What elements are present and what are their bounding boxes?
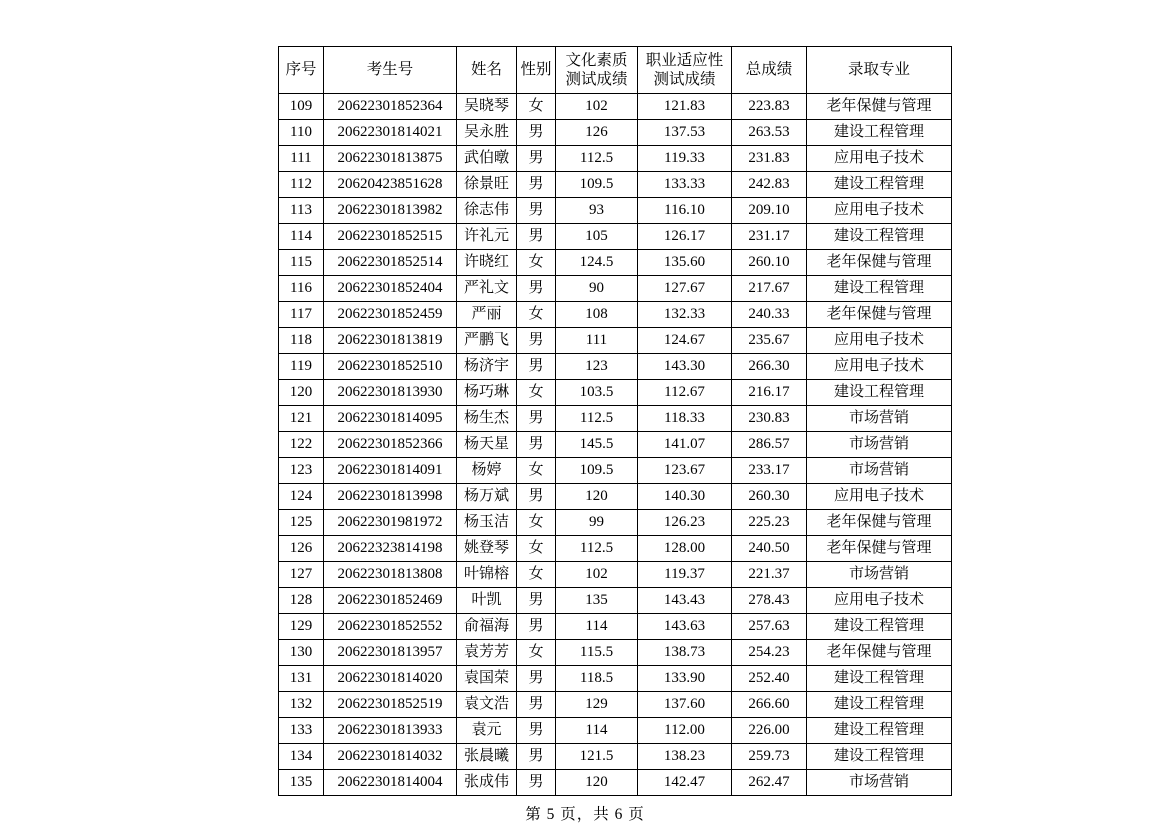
cell-sex: 女 [517,302,556,328]
cell-index: 116 [279,276,324,302]
column-header-major: 录取专业 [807,47,952,94]
cell-sex: 男 [517,666,556,692]
cell-major: 建设工程管理 [807,666,952,692]
cell-culture-score: 120 [556,770,638,796]
cell-vocational-score: 142.47 [638,770,732,796]
cell-vocational-score: 112.00 [638,718,732,744]
cell-total-score: 260.10 [732,250,807,276]
cell-name: 武伯暾 [457,146,517,172]
cell-vocational-score: 140.30 [638,484,732,510]
cell-index: 129 [279,614,324,640]
cell-name: 吴晓琴 [457,94,517,120]
cell-sex: 女 [517,250,556,276]
cell-index: 115 [279,250,324,276]
cell-culture-score: 103.5 [556,380,638,406]
cell-major: 市场营销 [807,458,952,484]
table-row [279,120,952,146]
cell-index: 114 [279,224,324,250]
column-header-culture-line1: 文化素质 [565,51,628,69]
table-header [279,47,952,94]
cell-vocational-score: 133.33 [638,172,732,198]
cell-index: 118 [279,328,324,354]
cell-index: 112 [279,172,324,198]
table-row [279,198,952,224]
cell-vocational-score: 112.67 [638,380,732,406]
cell-culture-score: 115.5 [556,640,638,666]
cell-sex: 男 [517,744,556,770]
column-header-vocational-line2: 测试成绩 [653,71,716,88]
cell-culture-score: 112.5 [556,146,638,172]
cell-culture-score: 102 [556,562,638,588]
cell-culture-score: 108 [556,302,638,328]
cell-exam-no: 20622301852404 [324,276,457,302]
cell-index: 125 [279,510,324,536]
cell-exam-no: 20622301852510 [324,354,457,380]
cell-sex: 男 [517,354,556,380]
cell-exam-no: 20622301814020 [324,666,457,692]
cell-name: 杨婷 [457,458,517,484]
cell-exam-no: 20622301852366 [324,432,457,458]
cell-name: 姚登琴 [457,536,517,562]
cell-name: 袁文浩 [457,692,517,718]
cell-name: 杨生杰 [457,406,517,432]
column-header-sex: 性别 [517,47,556,94]
table-row [279,224,952,250]
cell-vocational-score: 126.23 [638,510,732,536]
column-header-index: 序号 [279,47,324,94]
cell-total-score: 230.83 [732,406,807,432]
cell-name: 张晨曦 [457,744,517,770]
cell-index: 117 [279,302,324,328]
table-row [279,172,952,198]
cell-index: 109 [279,94,324,120]
cell-vocational-score: 133.90 [638,666,732,692]
cell-major: 老年保健与管理 [807,302,952,328]
cell-vocational-score: 137.60 [638,692,732,718]
cell-sex: 男 [517,120,556,146]
cell-sex: 女 [517,510,556,536]
cell-name: 徐志伟 [457,198,517,224]
cell-sex: 女 [517,562,556,588]
cell-major: 建设工程管理 [807,718,952,744]
cell-exam-no: 20622301852514 [324,250,457,276]
cell-name: 俞福海 [457,614,517,640]
cell-major: 应用电子技术 [807,484,952,510]
cell-total-score: 259.73 [732,744,807,770]
cell-index: 122 [279,432,324,458]
cell-culture-score: 114 [556,718,638,744]
cell-exam-no: 20622301813875 [324,146,457,172]
cell-sex: 女 [517,640,556,666]
table-row [279,614,952,640]
cell-culture-score: 126 [556,120,638,146]
cell-major: 市场营销 [807,406,952,432]
cell-major: 建设工程管理 [807,380,952,406]
table-body [279,94,952,796]
cell-index: 120 [279,380,324,406]
cell-major: 应用电子技术 [807,354,952,380]
table-row [279,276,952,302]
cell-exam-no: 20622301981972 [324,510,457,536]
cell-exam-no: 20622301814021 [324,120,457,146]
table-row [279,354,952,380]
cell-culture-score: 111 [556,328,638,354]
cell-culture-score: 109.5 [556,172,638,198]
cell-total-score: 278.43 [732,588,807,614]
table-row [279,718,952,744]
cell-major: 老年保健与管理 [807,94,952,120]
cell-culture-score: 124.5 [556,250,638,276]
cell-exam-no: 20622301813819 [324,328,457,354]
cell-total-score: 226.00 [732,718,807,744]
cell-name: 叶凯 [457,588,517,614]
cell-major: 建设工程管理 [807,614,952,640]
cell-vocational-score: 121.83 [638,94,732,120]
cell-vocational-score: 119.33 [638,146,732,172]
cell-vocational-score: 119.37 [638,562,732,588]
cell-major: 建设工程管理 [807,120,952,146]
cell-total-score: 257.63 [732,614,807,640]
cell-total-score: 242.83 [732,172,807,198]
column-header-vocational-line1: 职业适应性 [645,51,724,69]
cell-vocational-score: 143.43 [638,588,732,614]
cell-total-score: 240.50 [732,536,807,562]
cell-total-score: 233.17 [732,458,807,484]
cell-major: 应用电子技术 [807,588,952,614]
cell-sex: 男 [517,224,556,250]
table-row [279,302,952,328]
cell-vocational-score: 123.67 [638,458,732,484]
table-row [279,536,952,562]
cell-total-score: 231.83 [732,146,807,172]
cell-exam-no: 20622301813998 [324,484,457,510]
cell-name: 杨巧琳 [457,380,517,406]
table-row [279,744,952,770]
cell-total-score: 260.30 [732,484,807,510]
table-row [279,432,952,458]
cell-name: 叶锦榕 [457,562,517,588]
cell-vocational-score: 141.07 [638,432,732,458]
column-header-exam-no: 考生号 [324,47,457,94]
cell-major: 市场营销 [807,432,952,458]
cell-sex: 男 [517,484,556,510]
page-footer [0,802,1170,824]
cell-vocational-score: 127.67 [638,276,732,302]
cell-sex: 男 [517,614,556,640]
cell-sex: 女 [517,458,556,484]
cell-major: 市场营销 [807,562,952,588]
cell-index: 110 [279,120,324,146]
table-row [279,380,952,406]
table-row [279,640,952,666]
cell-total-score: 266.30 [732,354,807,380]
cell-total-score: 263.53 [732,120,807,146]
cell-exam-no: 20622301813957 [324,640,457,666]
cell-sex: 男 [517,276,556,302]
cell-index: 111 [279,146,324,172]
table-row [279,250,952,276]
cell-vocational-score: 143.63 [638,614,732,640]
cell-culture-score: 93 [556,198,638,224]
cell-culture-score: 112.5 [556,536,638,562]
column-header-vocational-score [638,47,732,94]
cell-exam-no: 20620423851628 [324,172,457,198]
cell-sex: 男 [517,172,556,198]
cell-sex: 男 [517,692,556,718]
cell-exam-no: 20622301852519 [324,692,457,718]
cell-vocational-score: 132.33 [638,302,732,328]
table-row [279,692,952,718]
cell-exam-no: 20622323814198 [324,536,457,562]
cell-name: 张成伟 [457,770,517,796]
cell-major: 建设工程管理 [807,744,952,770]
cell-sex: 男 [517,146,556,172]
cell-total-score: 225.23 [732,510,807,536]
cell-culture-score: 129 [556,692,638,718]
cell-name: 严鹏飞 [457,328,517,354]
cell-sex: 女 [517,380,556,406]
cell-culture-score: 105 [556,224,638,250]
cell-name: 吴永胜 [457,120,517,146]
cell-total-score: 235.67 [732,328,807,354]
cell-total-score: 216.17 [732,380,807,406]
table-row [279,406,952,432]
cell-major: 建设工程管理 [807,224,952,250]
cell-name: 杨天星 [457,432,517,458]
cell-total-score: 221.37 [732,562,807,588]
cell-total-score: 262.47 [732,770,807,796]
cell-vocational-score: 128.00 [638,536,732,562]
cell-major: 老年保健与管理 [807,510,952,536]
cell-index: 127 [279,562,324,588]
cell-vocational-score: 124.67 [638,328,732,354]
cell-exam-no: 20622301813982 [324,198,457,224]
cell-sex: 男 [517,770,556,796]
cell-index: 130 [279,640,324,666]
cell-sex: 男 [517,718,556,744]
cell-major: 应用电子技术 [807,328,952,354]
cell-culture-score: 123 [556,354,638,380]
cell-total-score: 252.40 [732,666,807,692]
cell-exam-no: 20622301852364 [324,94,457,120]
cell-vocational-score: 116.10 [638,198,732,224]
page-number-label: 第 5 页，共 6 页 [525,806,645,823]
table-row [279,666,952,692]
cell-index: 126 [279,536,324,562]
table-row [279,94,952,120]
cell-culture-score: 109.5 [556,458,638,484]
cell-name: 许礼元 [457,224,517,250]
score-table-container [278,46,952,796]
cell-major: 建设工程管理 [807,172,952,198]
table-row [279,770,952,796]
cell-name: 杨玉洁 [457,510,517,536]
cell-name: 袁芳芳 [457,640,517,666]
cell-vocational-score: 118.33 [638,406,732,432]
cell-total-score: 266.60 [732,692,807,718]
cell-culture-score: 90 [556,276,638,302]
cell-sex: 男 [517,588,556,614]
cell-name: 袁国荣 [457,666,517,692]
cell-major: 建设工程管理 [807,276,952,302]
table-row [279,328,952,354]
column-header-total: 总成绩 [732,47,807,94]
cell-index: 121 [279,406,324,432]
cell-culture-score: 145.5 [556,432,638,458]
cell-total-score: 217.67 [732,276,807,302]
cell-culture-score: 120 [556,484,638,510]
cell-total-score: 286.57 [732,432,807,458]
cell-exam-no: 20622301813808 [324,562,457,588]
cell-culture-score: 118.5 [556,666,638,692]
cell-total-score: 223.83 [732,94,807,120]
cell-index: 113 [279,198,324,224]
cell-culture-score: 121.5 [556,744,638,770]
cell-exam-no: 20622301852469 [324,588,457,614]
cell-sex: 男 [517,432,556,458]
cell-vocational-score: 143.30 [638,354,732,380]
admission-score-table [278,46,952,796]
cell-culture-score: 114 [556,614,638,640]
cell-exam-no: 20622301852515 [324,224,457,250]
table-row [279,588,952,614]
cell-index: 131 [279,666,324,692]
cell-sex: 女 [517,536,556,562]
cell-vocational-score: 137.53 [638,120,732,146]
cell-total-score: 240.33 [732,302,807,328]
cell-sex: 男 [517,406,556,432]
table-row [279,484,952,510]
cell-exam-no: 20622301814095 [324,406,457,432]
column-header-culture-score [556,47,638,94]
cell-exam-no: 20622301814032 [324,744,457,770]
cell-exam-no: 20622301852552 [324,614,457,640]
cell-major: 老年保健与管理 [807,536,952,562]
cell-major: 建设工程管理 [807,692,952,718]
cell-index: 124 [279,484,324,510]
cell-index: 128 [279,588,324,614]
cell-index: 119 [279,354,324,380]
cell-index: 133 [279,718,324,744]
cell-name: 徐景旺 [457,172,517,198]
table-header-row [279,47,952,94]
column-header-culture-line2: 测试成绩 [565,71,628,88]
cell-index: 132 [279,692,324,718]
cell-name: 许晓红 [457,250,517,276]
cell-culture-score: 135 [556,588,638,614]
cell-index: 123 [279,458,324,484]
table-row [279,510,952,536]
cell-exam-no: 20622301852459 [324,302,457,328]
cell-name: 杨济宇 [457,354,517,380]
cell-culture-score: 99 [556,510,638,536]
cell-name: 袁元 [457,718,517,744]
cell-sex: 男 [517,198,556,224]
cell-major: 应用电子技术 [807,198,952,224]
cell-sex: 女 [517,94,556,120]
column-header-name: 姓名 [457,47,517,94]
cell-exam-no: 20622301814004 [324,770,457,796]
table-row [279,562,952,588]
table-row [279,146,952,172]
cell-total-score: 209.10 [732,198,807,224]
cell-index: 134 [279,744,324,770]
cell-name: 严礼文 [457,276,517,302]
cell-major: 老年保健与管理 [807,250,952,276]
cell-major: 老年保健与管理 [807,640,952,666]
cell-exam-no: 20622301814091 [324,458,457,484]
cell-name: 严丽 [457,302,517,328]
cell-vocational-score: 126.17 [638,224,732,250]
cell-index: 135 [279,770,324,796]
table-row [279,458,952,484]
cell-sex: 男 [517,328,556,354]
cell-major: 市场营销 [807,770,952,796]
cell-vocational-score: 138.23 [638,744,732,770]
cell-total-score: 231.17 [732,224,807,250]
cell-culture-score: 102 [556,94,638,120]
cell-culture-score: 112.5 [556,406,638,432]
cell-exam-no: 20622301813930 [324,380,457,406]
cell-exam-no: 20622301813933 [324,718,457,744]
cell-major: 应用电子技术 [807,146,952,172]
cell-vocational-score: 138.73 [638,640,732,666]
cell-total-score: 254.23 [732,640,807,666]
cell-name: 杨万斌 [457,484,517,510]
cell-vocational-score: 135.60 [638,250,732,276]
